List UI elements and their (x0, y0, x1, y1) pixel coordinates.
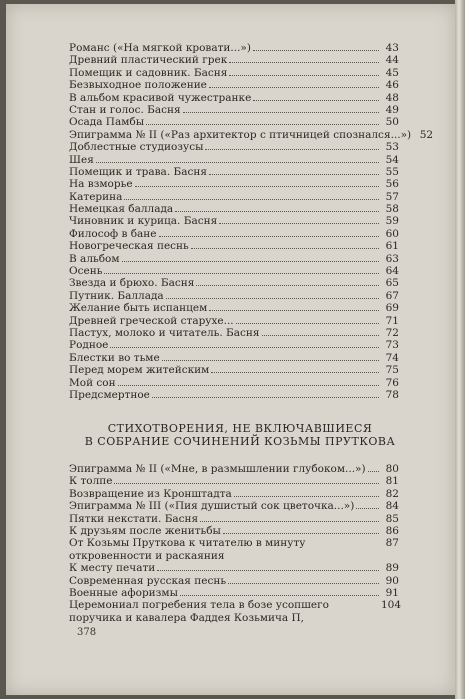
toc-entry-page: 86 (385, 524, 399, 537)
toc-entry (69, 377, 399, 389)
toc-entry (69, 364, 399, 376)
leader-dots (229, 67, 379, 76)
toc-entry (69, 67, 399, 79)
toc-entry-page: 58 (385, 203, 399, 216)
toc-entry-title: Древний пластический грек (69, 54, 228, 67)
toc-entry-page: 84 (385, 500, 399, 513)
toc-entry (69, 128, 434, 141)
leader-dots (368, 463, 379, 472)
toc-entry-title: К толпе (69, 475, 113, 488)
toc-entry (69, 104, 399, 116)
toc-entry-page: 57 (385, 190, 399, 203)
toc-entry-title: Романс («На мягкой кровати...») (69, 42, 251, 54)
toc-entry-page: 80 (385, 463, 399, 475)
toc-entry-title: Осада Памбы (69, 116, 145, 129)
toc-entry-page: 85 (385, 512, 399, 525)
toc-entry-title: Чиновник и курица. Басня (69, 215, 218, 228)
toc-entry-page: 46 (385, 79, 399, 92)
toc-entry-page: 78 (385, 388, 399, 401)
toc-entry-page: 63 (385, 252, 399, 265)
toc-entry-title: Желание быть испанцем (69, 302, 208, 315)
leader-dots (157, 562, 379, 571)
leader-dots (114, 475, 379, 484)
toc-entry-title: Безвыходное положение (69, 79, 207, 92)
toc-entry (69, 141, 399, 153)
toc-entry-page: 55 (385, 165, 399, 178)
leader-dots (253, 42, 379, 51)
toc-entry-title: Предсмертное (69, 388, 150, 401)
toc-entry (69, 178, 399, 190)
leader-dots (104, 265, 379, 274)
toc-entry-title: Древней греческой старухе... (69, 314, 234, 327)
toc-entry (69, 92, 399, 104)
table-of-contents-section-2 (69, 463, 402, 624)
toc-entry-page: 89 (385, 562, 399, 575)
toc-entry-title: Немецкая баллада (69, 203, 174, 216)
toc-entry-page: 61 (385, 240, 399, 253)
toc-entry-title: К друзьям после женитьбы (69, 524, 221, 537)
leader-dots (228, 575, 379, 584)
toc-entry (69, 302, 399, 314)
leader-dots (180, 587, 379, 596)
toc-entry-title: Пятки некстати. Басня (69, 512, 199, 525)
toc-entry-page: 48 (385, 91, 399, 104)
toc-entry-page: 52 (419, 128, 434, 141)
toc-entry (69, 42, 399, 54)
toc-entry-title: Осень (69, 265, 103, 278)
leader-dots (124, 191, 379, 200)
toc-entry-title: Стан и голос. Басня (69, 103, 181, 116)
toc-entry (69, 339, 399, 351)
leader-dots (229, 54, 379, 63)
leader-dots (135, 178, 379, 187)
toc-entry-page: 69 (385, 302, 399, 315)
toc-entry (69, 575, 399, 587)
toc-entry (69, 352, 399, 364)
toc-entry-title: Звезда и брюхо. Басня (69, 277, 195, 290)
toc-entry (69, 599, 402, 624)
toc-entry-title: В альбом (69, 252, 120, 265)
leader-dots (262, 327, 380, 336)
toc-entry-title: Пастух, молоко и читатель. Басня (69, 326, 260, 339)
leader-dots (223, 525, 379, 534)
toc-entry-title: Новогреческая песнь (69, 240, 189, 253)
leader-dots (183, 104, 379, 113)
toc-entry-page: 91 (385, 586, 399, 599)
toc-entry-page: 60 (385, 227, 399, 240)
toc-entry (69, 389, 399, 401)
toc-entry (69, 215, 399, 227)
leader-dots (159, 228, 379, 237)
page-edge (455, 0, 465, 699)
leader-dots (162, 352, 379, 361)
toc-entry (69, 587, 399, 599)
toc-entry-page: 54 (385, 153, 399, 166)
leader-dots (175, 203, 379, 212)
toc-entry-page: 67 (385, 289, 399, 302)
leader-dots (200, 513, 379, 522)
page-number: 378 (77, 627, 97, 638)
toc-entry (69, 525, 399, 537)
toc-entry-page: 74 (385, 351, 399, 364)
toc-entry-title: От Козьмы Пруткова к читателю в минуту откровенности и раскаяния (69, 537, 306, 562)
toc-entry-page: 104 (381, 599, 402, 612)
toc-entry-title: В альбом красивой чужестранке (69, 91, 252, 104)
toc-entry (69, 327, 399, 339)
leader-dots (219, 215, 379, 224)
toc-entry (69, 277, 399, 289)
toc-entry-page: 82 (385, 487, 399, 500)
toc-entry (69, 562, 399, 574)
toc-entry (69, 463, 399, 475)
toc-entry-page: 76 (385, 376, 399, 389)
toc-entry-page: 50 (385, 116, 399, 129)
toc-entry (69, 315, 399, 327)
toc-entry-title: Шея (69, 153, 94, 166)
leader-dots (356, 500, 379, 509)
toc-entry-page: 64 (385, 265, 399, 278)
toc-entry-title: Помещик и садовник. Басня (69, 66, 228, 79)
toc-entry (69, 265, 399, 277)
toc-entry (69, 116, 399, 128)
toc-entry-title: Родное (69, 339, 109, 352)
toc-entry-page: 71 (385, 314, 399, 327)
section-heading (80, 422, 400, 448)
leader-dots (122, 253, 379, 262)
toc-entry (69, 290, 399, 302)
leader-dots (191, 240, 379, 249)
leader-dots (196, 277, 379, 286)
toc-entry (69, 79, 399, 91)
toc-entry-title: На взморье (69, 178, 133, 191)
leader-dots (110, 339, 379, 348)
toc-entry (69, 240, 399, 252)
toc-entry-page: 65 (385, 277, 399, 290)
toc-entry-title: Перед морем житейским (69, 364, 210, 377)
toc-entry (69, 488, 399, 500)
leader-dots (209, 166, 379, 175)
toc-entry-page: 44 (385, 54, 399, 67)
toc-entry-page: 49 (385, 103, 399, 116)
toc-entry-title: Помещик и трава. Басня (69, 165, 207, 178)
toc-entry-title: Катерина (69, 190, 123, 203)
toc-entry-title: Эпиграмма № II («Мне, в размышлении глубоком...») (69, 463, 366, 475)
table-of-contents (69, 42, 434, 401)
toc-entry-page: 43 (385, 42, 399, 54)
leader-dots (209, 302, 379, 311)
toc-entry (69, 537, 399, 562)
leader-dots (211, 364, 379, 373)
section-heading-line-1: СТИХОТВОРЕНИЯ, НЕ ВКЛЮЧАВШИЕСЯ (107, 422, 373, 435)
leader-dots (234, 488, 379, 497)
toc-entry (69, 54, 399, 66)
toc-entry (69, 475, 399, 487)
toc-entry-page: 87 (385, 537, 399, 550)
toc-entry (69, 228, 399, 240)
toc-entry-page: 59 (385, 215, 399, 228)
leader-dots (152, 389, 379, 398)
toc-entry-page: 75 (385, 364, 399, 377)
toc-entry-title: Эпиграмма № III («Пия душистый сок цветочка...») (69, 500, 355, 513)
toc-entry (69, 166, 399, 178)
toc-entry-title: Военные афоризмы (69, 586, 178, 599)
leader-dots (209, 79, 379, 88)
toc-entry-page: 90 (385, 574, 399, 587)
toc-entry-page: 45 (385, 66, 399, 79)
leader-dots (118, 377, 379, 386)
toc-entry-page: 81 (385, 475, 399, 488)
toc-entry-title: Возвращение из Кронштадта (69, 487, 232, 500)
toc-entry (69, 191, 399, 203)
toc-entry (69, 154, 399, 166)
leader-dots (253, 92, 379, 101)
toc-entry-title: Философ в бане (69, 227, 157, 240)
toc-entry-title: К месту печати (69, 562, 156, 575)
leader-dots (166, 290, 379, 299)
toc-entry-page: 56 (385, 178, 399, 191)
toc-entry-title: Мой сон (69, 376, 116, 389)
toc-entry-title: Эпиграмма № II («Раз архитектор с птичницей спознался...») (69, 128, 412, 141)
toc-entry (69, 500, 399, 512)
toc-entry-page: 72 (385, 326, 399, 339)
toc-entry-page: 73 (385, 339, 399, 352)
leader-dots (96, 154, 379, 163)
leader-dots (146, 116, 379, 125)
section-heading-line-2: В СОБРАНИЕ СОЧИНЕНИЙ КОЗЬМЫ ПРУТКОВА (84, 435, 396, 448)
toc-entry-title: Доблестные студиозусы (69, 141, 204, 154)
toc-entry-title: Церемониал погребения тела в бозе усопшего поручика и кавалера Фаддея Козьмича П, (69, 599, 329, 624)
leader-dots (236, 315, 379, 324)
toc-entry-page: 53 (385, 141, 399, 154)
leader-dots (205, 141, 379, 150)
toc-entry-title: Блестки во тьме (69, 351, 160, 364)
toc-entry-title: Путник. Баллада (69, 289, 164, 302)
toc-entry (69, 513, 399, 525)
toc-entry (69, 253, 399, 265)
toc-entry-title: Современная русская песнь (69, 574, 227, 587)
toc-entry (69, 203, 399, 215)
